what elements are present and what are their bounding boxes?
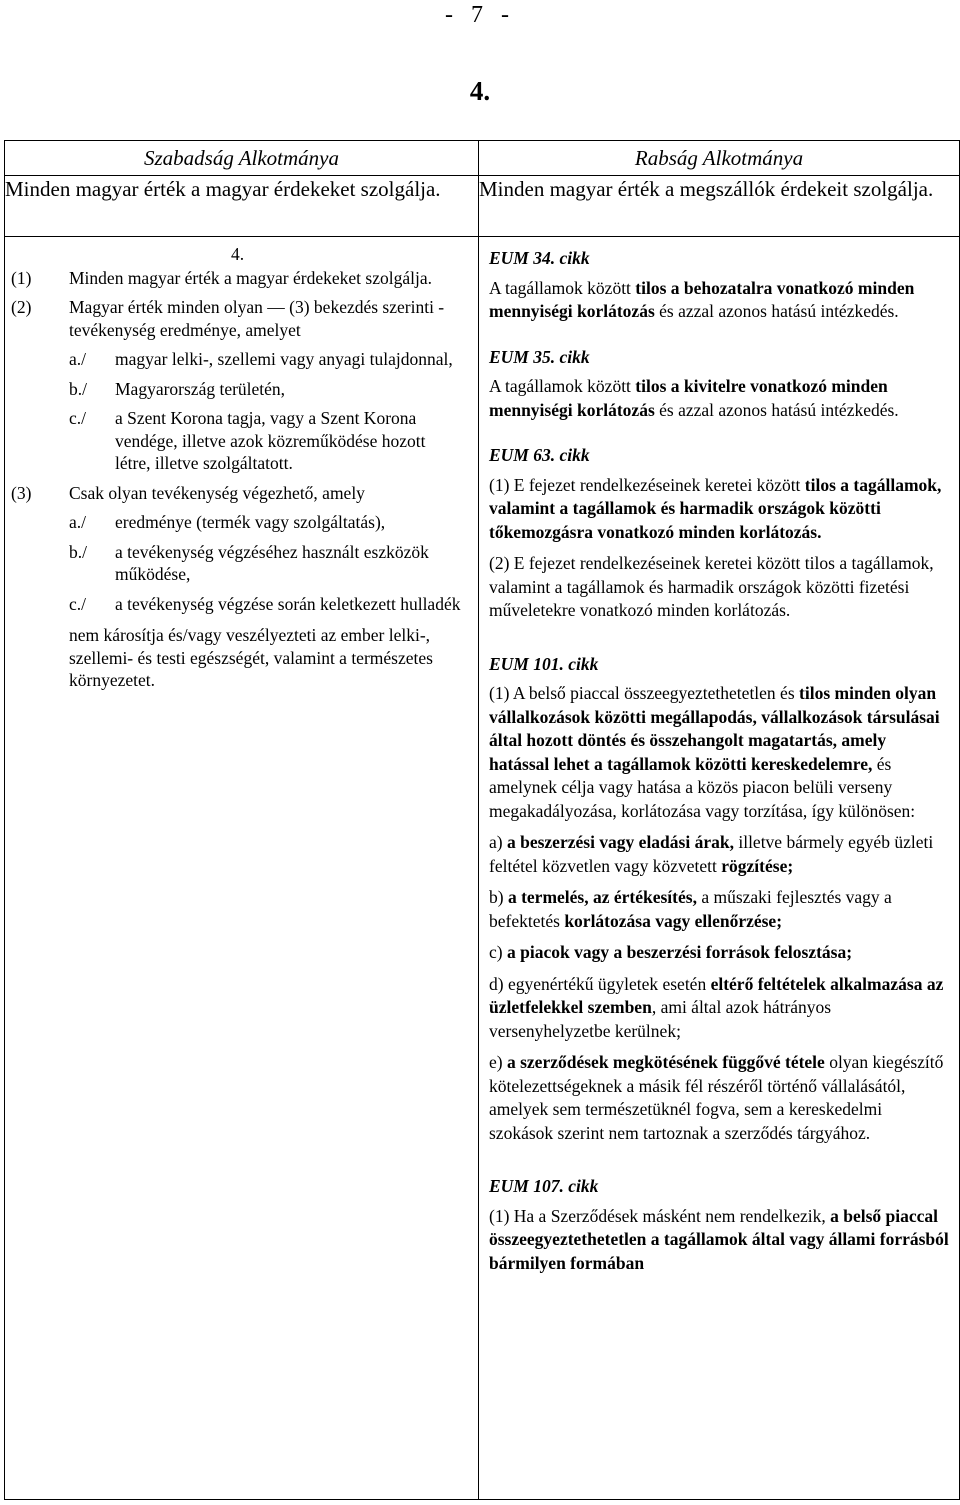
sub-item-text: magyar lelki-, szellemi vagy anyagi tulajdonnal, <box>115 349 453 369</box>
left-body <box>5 237 479 1500</box>
sub-item-text: a tevékenység végzése során keletkezett hulladék <box>115 593 461 614</box>
left-summary: Minden magyar érték a magyar érdekeket szolgálja. <box>5 176 479 237</box>
eum-101-point-b: b) a termelés, az értékesítés, a műszaki fejlesztés vagy a befektetés korlátozása vagy ellenőrzése; <box>489 887 892 931</box>
sub-item <box>69 541 464 586</box>
sub-item-label: a./ <box>69 349 87 369</box>
sub-item-text: eredménye (termék vagy szolgáltatás), <box>115 512 386 532</box>
eum-63-paragraph-1: (1) E fejezet rendelkezéseinek keretei között tilos a tagállamok, valamint a tagállamok és harmadik országok közötti tőkemozgásra vonatkozó minden korlátozás. <box>489 474 942 542</box>
article-number: 4. <box>469 76 491 106</box>
sub-item <box>69 593 464 616</box>
sub-item-text: Magyarország területén, <box>115 378 286 399</box>
sub-item <box>69 511 464 534</box>
paragraph-text: Csak olyan tevékenység végezhető, amely <box>69 482 365 503</box>
paragraph-1 <box>11 267 464 290</box>
sub-item-label: b./ <box>69 541 87 562</box>
eum-63-paragraph-2: (2) E fejezet rendelkezéseinek keretei között tilos a tagállamok, valamint a tagállamok és harmadik országok közötti fizetési műveletekre vonatkozó minden korlátozás. <box>489 553 934 620</box>
sub-item <box>69 348 464 371</box>
sub-item-label: c./ <box>69 593 87 614</box>
eum-101-title: EUM 101. cikk <box>489 653 599 674</box>
eum-101-paragraph-1: (1) A belső piaccal összeegyeztethetetlen és tilos minden olyan vállalkozások közötti megállapodás, vállalkozások társulásai által hozott döntés és összehangolt magatartás, amely hatással lehet a tagállamok közötti kereskedelemre, és amelynek célja vagy hatása a közös piacon belüli verseny megakadályozása, korlátozása vagy torzítása, így különösen: <box>489 683 940 821</box>
eum-101-point-c: c) a piacok vagy a beszerzési források felosztása; <box>489 942 853 962</box>
paragraph-text: Minden magyar érték a magyar érdekeket szolgálja. <box>69 267 432 288</box>
right-column-header: Rabság Alkotmánya <box>479 141 960 176</box>
page-number: - 7 - <box>445 2 515 28</box>
paragraph-label: (2) <box>11 297 32 317</box>
right-body <box>479 237 960 1500</box>
right-summary: Minden magyar érték a megszállók érdekeit szolgálja. <box>479 176 960 237</box>
sub-item-label: b./ <box>69 378 87 399</box>
sub-item-text: a tevékenység végzéséhez használt eszközök működése, <box>115 541 429 584</box>
left-column-header: Szabadság Alkotmánya <box>5 141 479 176</box>
sub-item-label: c./ <box>69 408 87 428</box>
sub-item-label: a./ <box>69 512 87 532</box>
eum-34-title: EUM 34. cikk <box>489 248 590 268</box>
eum-35-title: EUM 35. cikk <box>489 346 590 367</box>
sub-item-text: a Szent Korona tagja, vagy a Szent Korona vendége, illetve azok közreműködése hozott létre, illetve szolgáltatott. <box>115 408 426 473</box>
left-article-number: 4. <box>230 244 245 264</box>
closing-text: nem károsítja és/vagy veszélyezteti az ember lelki-, szellemi- és testi egészségét, valamint a természetes környezetet. <box>69 625 433 690</box>
paragraph-3 <box>11 482 464 505</box>
eum-101-point-a: a) a beszerzési vagy eladási árak, illetve bármely egyéb üzleti feltétel közvetlen vagy közvetett rögzítése; <box>489 832 934 876</box>
paragraph-label: (1) <box>11 267 32 288</box>
sub-item <box>69 407 464 475</box>
eum-101-point-d: d) egyenértékű ügyletek esetén eltérő feltételek alkalmazása az üzletfelekkel szemben, ami által azok hátrányos versenyhelyzetbe kerülnek; <box>489 973 944 1041</box>
eum-101-point-e: e) a szerződések megkötésének függővé tétele olyan kiegészítő kötelezettségeknek a másik fél részéről történő vállalásától, amelyek sem természetüknél fogva, sem a kereskedelmi szokások szerint nem tartoznak a szerződés tárgyához. <box>489 1052 944 1143</box>
paragraph-text: Magyar érték minden olyan — (3) bekezdés szerinti - tevékenység eredménye, amelyet <box>69 297 445 340</box>
eum-34-text: A tagállamok között tilos a behozatalra vonatkozó minden mennyiségi korlátozás és azzal azonos hatású intézkedés. <box>489 277 915 321</box>
eum-35-text: A tagállamok között tilos a kivitelre vonatkozó minden mennyiségi korlátozás és azzal azonos hatású intézkedés. <box>489 376 899 420</box>
eum-107-title: EUM 107. cikk <box>489 1176 599 1196</box>
sub-item <box>69 378 464 401</box>
eum-63-title: EUM 63. cikk <box>489 445 590 465</box>
paragraph-label: (3) <box>11 482 32 503</box>
paragraph-2 <box>11 296 464 341</box>
eum-107-paragraph-1: (1) Ha a Szerződések másként nem rendelkezik, a belső piaccal összeegyeztethetetlen a tagállamok által vagy állami forrásból bármilyen formában <box>489 1205 949 1273</box>
comparison-table <box>4 140 960 1500</box>
